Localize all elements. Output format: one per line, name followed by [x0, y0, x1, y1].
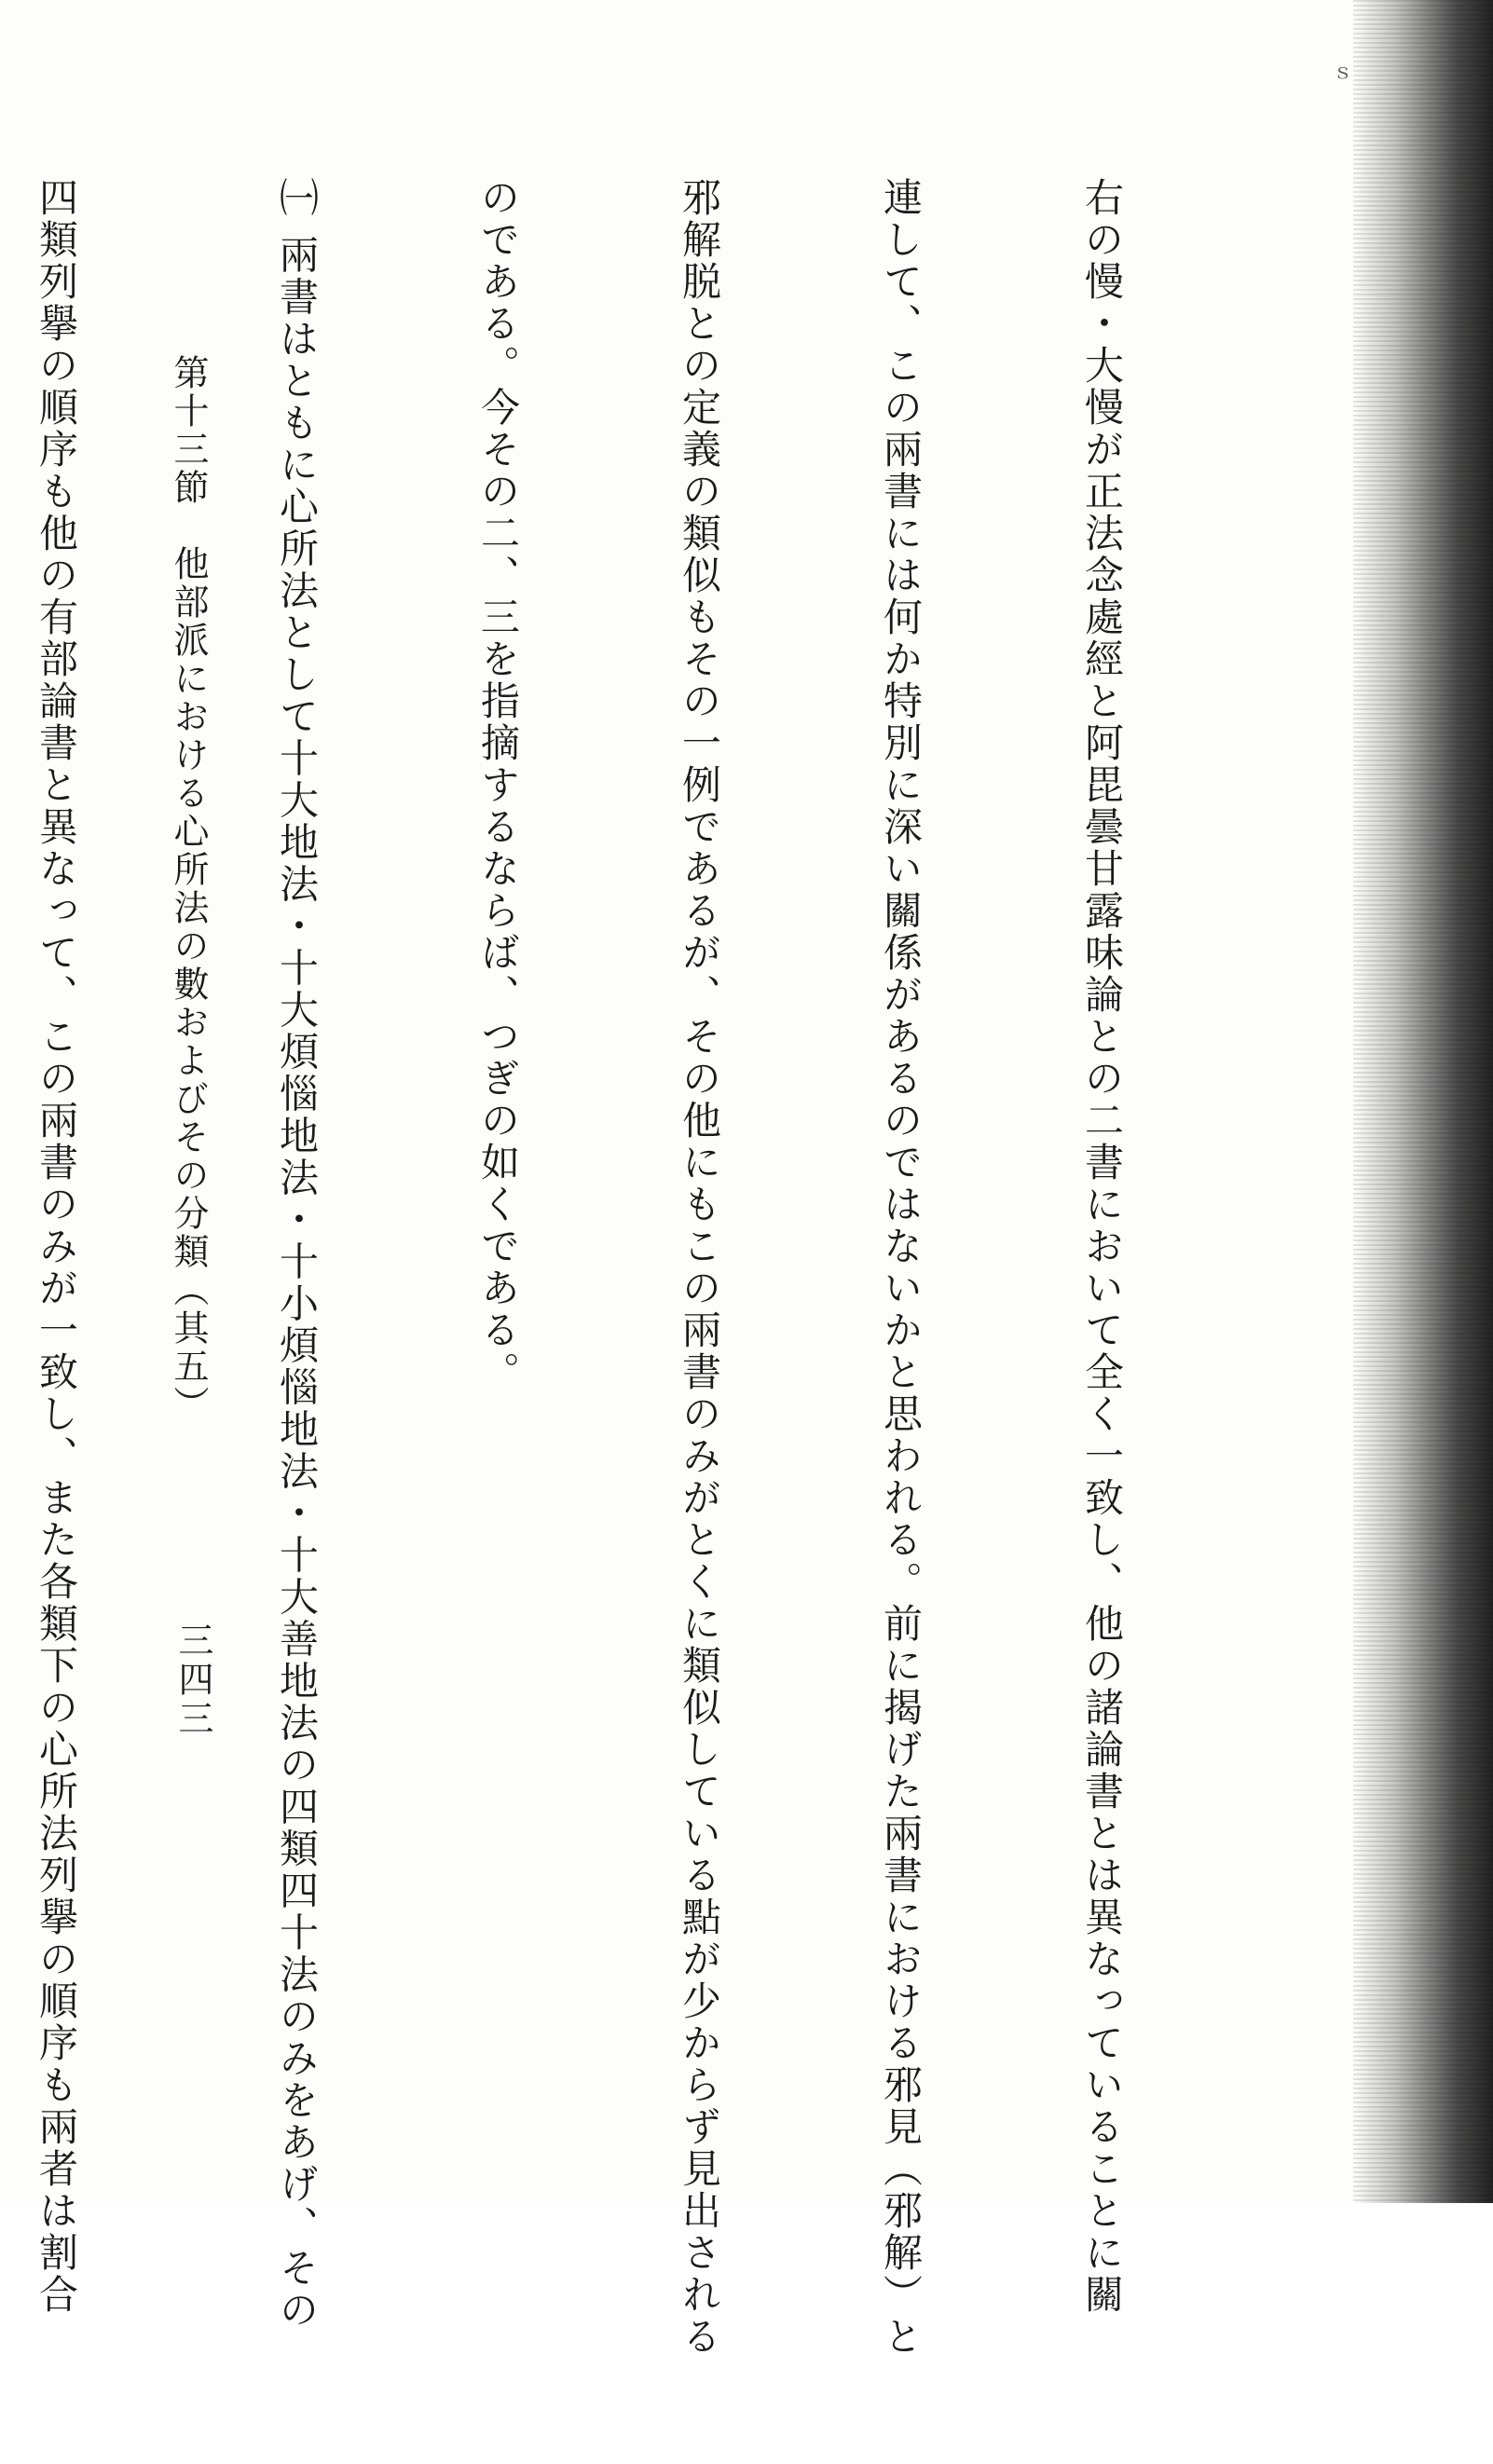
scanner-edge-shadow	[1353, 0, 1493, 2203]
text-line: 連して、この兩書には何か特別に深い關係があるのではないかと思われる。前に揭げた兩書における邪見（邪解）と	[878, 177, 924, 2358]
running-head: 第十三節 他部派における心所法の數およびその分類（其五）	[168, 354, 209, 1424]
text-line: 右の慢・大慢が正法念處經と阿毘曇甘露味論との二書において全く一致し、他の諸論書とは異なっていることに關	[1079, 177, 1125, 2316]
text-line: 四類列擧の順序も他の有部論書と異なって、この兩書のみが一致し、また各類下の心所法列擧の順序も兩者は割合	[34, 177, 79, 2316]
text-line: のである。今その二、三を指摘するならば、つぎの如くである。	[475, 177, 521, 1393]
page-number: 三四三	[172, 1622, 213, 1739]
text-line: ㈠ 兩書はともに心所法として十大地法・十大煩惱地法・十小煩惱地法・十大善地法の四類四十法のみをあげ、その	[274, 177, 320, 2332]
stray-mark: ｓ	[1332, 61, 1353, 84]
text-line: 邪解脱との定義の類似もその一例であるが、その他にもこの兩書のみがとくに類似している點が少からず見出される	[677, 177, 722, 2358]
